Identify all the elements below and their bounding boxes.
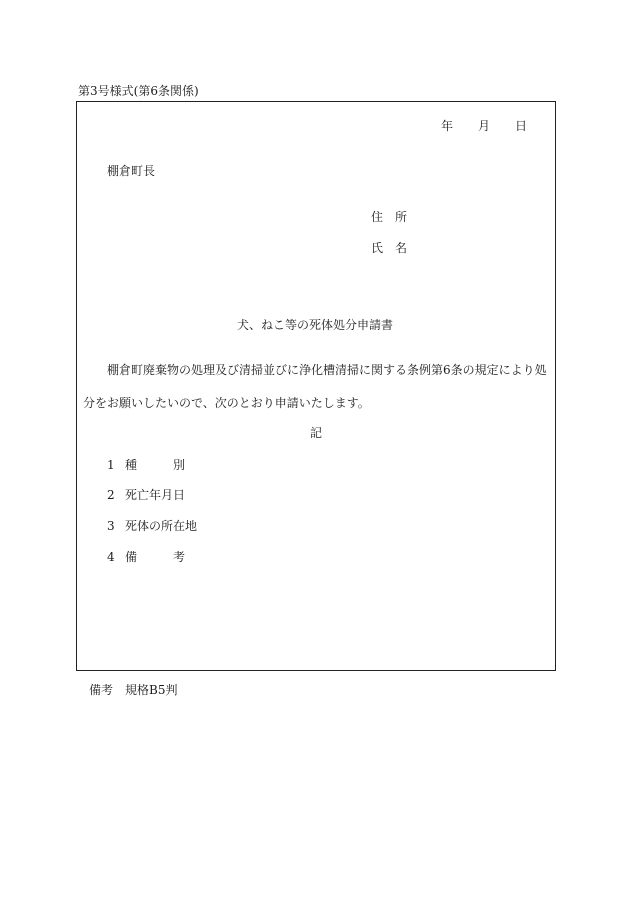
date-year: 年 xyxy=(441,119,454,133)
date-day: 日 xyxy=(515,119,528,133)
addressee: 棚倉町長 xyxy=(107,164,156,178)
item-4-number: 4 xyxy=(107,550,115,564)
item-3-number: 3 xyxy=(107,519,115,533)
item-2-number: 2 xyxy=(107,488,115,502)
body-line-1: 棚倉町廃棄物の処理及び清掃並びに浄化槽清掃に関する条例第6条の規定により処 xyxy=(107,363,547,377)
item-4-label-a: 備 xyxy=(125,550,138,564)
form-number: 第3号様式(第6条関係) xyxy=(78,84,199,98)
item-2-label: 死亡年月日 xyxy=(125,488,186,502)
name-label-1: 氏 xyxy=(371,241,384,255)
date-month: 月 xyxy=(478,119,491,133)
item-1-number: 1 xyxy=(107,458,115,472)
item-1-label-a: 種 xyxy=(125,458,138,472)
document-title: 犬、ねこ等の死体処分申請書 xyxy=(237,318,394,332)
body-line-2: 分をお願いしたいので、次のとおり申請いたします。 xyxy=(83,396,370,410)
footnote: 備考 規格B5判 xyxy=(89,683,178,697)
form-frame xyxy=(76,101,556,671)
item-4-label-b: 考 xyxy=(173,550,186,564)
address-label-2: 所 xyxy=(395,210,408,224)
item-3-label: 死体の所在地 xyxy=(125,519,198,533)
name-label-2: 名 xyxy=(395,241,408,255)
address-label-1: 住 xyxy=(371,210,384,224)
ki-heading: 記 xyxy=(310,426,323,440)
item-1-label-b: 別 xyxy=(173,458,186,472)
